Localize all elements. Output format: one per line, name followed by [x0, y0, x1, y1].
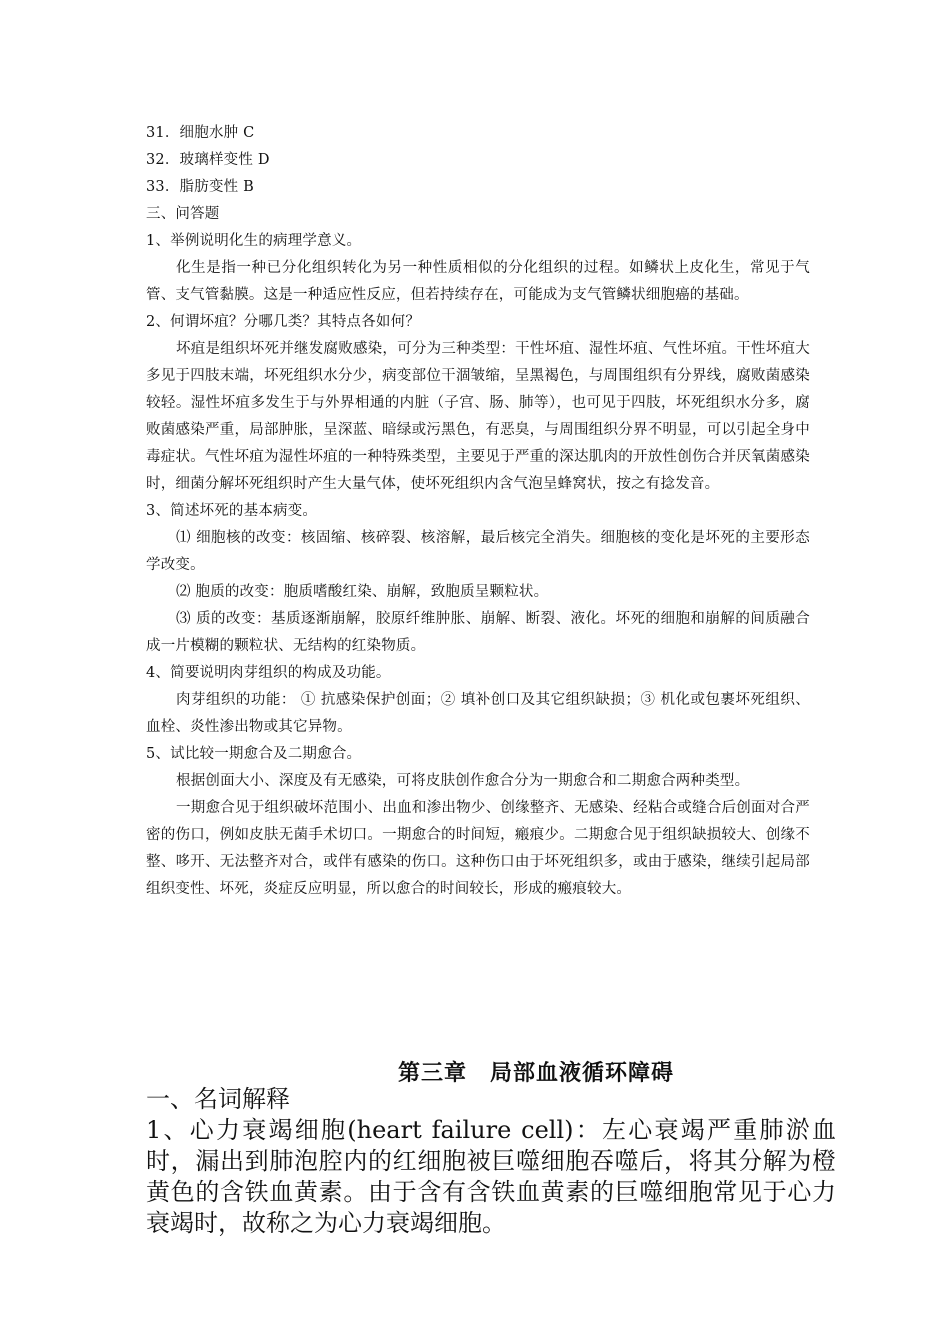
answer-item-31: 31．细胞水肿 C: [146, 125, 255, 141]
section-heading-terms: 一、名词解释: [146, 1085, 290, 1113]
chapter-content: [146, 1084, 836, 1239]
question-1: 1、举例说明化生的病理学意义。: [146, 233, 362, 249]
answer-1: 化生是指一种已分化组织转化为另一种性质相似的分化组织的过程。如鳞状上皮化生，常见于气管、支气管黏膜。这是一种适应性反应，但若持续存在，可能成为支气管鳞状细胞癌的基础。: [146, 260, 810, 303]
question-4: 4、简要说明肉芽组织的构成及功能。: [146, 665, 391, 681]
answer-4: 肉芽组织的功能： ① 抗感染保护创面；② 填补创口及其它组织缺损；③ 机化或包裹坏死组织、血栓、炎性渗出物或其它异物。: [146, 692, 810, 735]
chapter-title: 第三章 局部血液循环障碍: [398, 1061, 675, 1086]
question-3: 3、简述坏死的基本病变。: [146, 503, 318, 519]
answer-item-32: 32．玻璃样变性 D: [146, 152, 270, 168]
answer-3-item-2: ⑵ 胞质的改变：胞质嗜酸红染、崩解，致胞质呈颗粒状。: [176, 584, 549, 600]
question-2: 2、何谓坏疽？分哪几类？其特点各如何？: [146, 314, 421, 330]
answer-section: [146, 120, 810, 903]
answer-item-33: 33．脂肪变性 B: [146, 179, 255, 195]
answer-2: 坏疽是组织坏死并继发腐败感染，可分为三种类型：干性坏疽、湿性坏疽、气性坏疽。干性坏疽大多见于四肢末端，坏死组织水分少，病变部位干涸皱缩，呈黑褐色，与周围组织有分界线，腐败菌感染较轻。湿性坏疽多发生于与外界相通的内脏（子宫、肠、肺等），也可见于四肢，坏死组织水分多，腐败菌感染严重，局部肿胀，呈深蓝、暗绿或污黑色，有恶臭，与周围组织分界不明显，可以引起全身中毒症状。气性坏疽为湿性坏疽的一种特殊类型，主要见于严重的深达肌肉的开放性创伤合并厌氧菌感染时，细菌分解坏死组织时产生大量气体，使坏死组织内含气泡呈蜂窝状，按之有捻发音。: [146, 341, 810, 492]
answer-5-para-2: 一期愈合见于组织破坏范围小、出血和渗出物少、创缘整齐、无感染、经粘合或缝合后创面对合严密的伤口，例如皮肤无菌手术切口。一期愈合的时间短，瘢痕少。二期愈合见于组织缺损较大、创缘不整、哆开、无法整齐对合，或伴有感染的伤口。这种伤口由于坏死组织多，或由于感染，继续引起局部组织变性、坏死，炎症反应明显，所以愈合的时间较长，形成的瘢痕较大。: [146, 800, 810, 897]
question-5: 5、试比较一期愈合及二期愈合。: [146, 746, 362, 762]
answer-5-para-1: 根据创面大小、深度及有无感染，可将皮肤创作愈合分为一期愈合和二期愈合两种类型。: [176, 773, 750, 789]
answer-3-item-3: ⑶ 质的改变：基质逐渐崩解，胶原纤维肿胀、崩解、断裂、液化。坏死的细胞和崩解的间质融合成一片模糊的颗粒状、无结构的红染物质。: [146, 611, 810, 654]
definition-heart-failure-cell: 1、心力衰竭细胞(heart failure cell)：左心衰竭严重肺淤血时，漏出到肺泡腔内的红细胞被巨噬细胞吞噬后，将其分解为橙黄色的含铁血黄素。由于含有含铁血黄素的巨噬细胞常见于心力衰竭时，故称之为心力衰竭细胞。: [146, 1116, 836, 1237]
answer-3-item-1: ⑴ 细胞核的改变：核固缩、核碎裂、核溶解，最后核完全消失。细胞核的变化是坏死的主要形态学改变。: [146, 530, 810, 573]
section-heading-qa: 三、问答题: [146, 206, 220, 222]
